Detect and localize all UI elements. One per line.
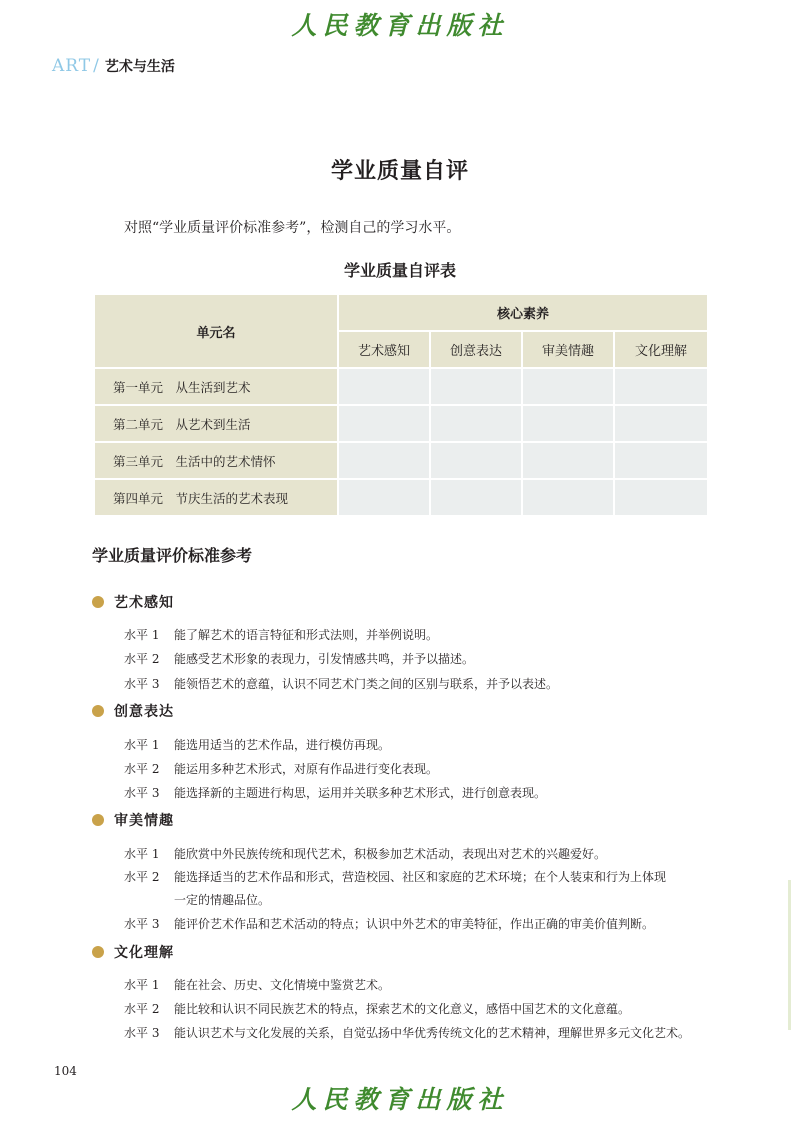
unit-name-cell: 第四单元 节庆生活的艺术表现 bbox=[94, 479, 338, 516]
bullet-dot-icon bbox=[92, 814, 104, 826]
level-text: 能感受艺术形象的表现力，引发情感共鸣，并予以描述。 bbox=[174, 652, 475, 666]
rating-cell[interactable] bbox=[614, 442, 708, 479]
unit-name-cell: 第一单元 从生活到艺术 bbox=[94, 368, 338, 405]
level-line bbox=[124, 626, 438, 643]
level-text: 能认识艺术与文化发展的关系，自觉弘扬中华优秀传统文化的艺术精神，理解世界多元文化艺术。 bbox=[174, 1026, 691, 1040]
header-slash: / bbox=[93, 56, 99, 76]
level-label: 水平 2 bbox=[124, 870, 160, 884]
criterion-heading bbox=[92, 810, 174, 830]
criterion-label: 艺术感知 bbox=[114, 595, 174, 611]
rating-cell[interactable] bbox=[614, 405, 708, 442]
rating-cell[interactable] bbox=[614, 479, 708, 516]
level-text: 能了解艺术的语言特征和形式法则，并举例说明。 bbox=[174, 628, 439, 642]
unit-name-cell: 第二单元 从艺术到生活 bbox=[94, 405, 338, 442]
table-row bbox=[94, 479, 708, 516]
criterion-label: 审美情趣 bbox=[114, 813, 174, 829]
level-text: 能选择适当的艺术作品和形式，营造校园、社区和家庭的艺术环境；在个人装束和行为上体现 bbox=[174, 870, 667, 884]
level-label: 水平 1 bbox=[124, 847, 160, 861]
criterion-label: 创意表达 bbox=[114, 704, 174, 720]
level-label: 水平 2 bbox=[124, 762, 160, 776]
level-label: 水平 3 bbox=[124, 677, 160, 691]
level-line bbox=[124, 845, 606, 862]
unit-name-header: 单元名 bbox=[94, 294, 338, 368]
table-row bbox=[94, 442, 708, 479]
level-line bbox=[124, 1024, 690, 1041]
rating-cell[interactable] bbox=[338, 442, 430, 479]
level-text: 能欣赏中外民族传统和现代艺术，积极参加艺术活动，表现出对艺术的兴趣爱好。 bbox=[174, 847, 607, 861]
level-label: 水平 3 bbox=[124, 917, 160, 931]
level-line bbox=[124, 868, 666, 885]
header-art: ART bbox=[52, 56, 92, 76]
criterion-heading bbox=[92, 592, 174, 612]
level-text: 能领悟艺术的意蕴，认识不同艺术门类之间的区别与联系，并予以表述。 bbox=[174, 677, 559, 691]
level-text-continuation: 一定的情趣品位。 bbox=[174, 893, 271, 907]
running-header bbox=[52, 56, 175, 76]
level-line bbox=[124, 976, 390, 993]
page-edge-decoration bbox=[788, 880, 791, 1030]
header-book-title: 艺术与生活 bbox=[104, 59, 175, 75]
criterion-heading bbox=[92, 701, 174, 721]
table-row bbox=[94, 405, 708, 442]
criterion-label: 文化理解 bbox=[114, 945, 174, 961]
unit-name-cell: 第三单元 生活中的艺术情怀 bbox=[94, 442, 338, 479]
level-line bbox=[124, 915, 654, 932]
level-label: 水平 2 bbox=[124, 1002, 160, 1016]
level-line bbox=[124, 650, 474, 667]
bullet-dot-icon bbox=[92, 596, 104, 608]
level-text: 能选用适当的艺术作品，进行模仿再现。 bbox=[174, 738, 391, 752]
column-header: 文化理解 bbox=[614, 331, 708, 368]
level-label: 水平 2 bbox=[124, 652, 160, 666]
level-label: 水平 3 bbox=[124, 1026, 160, 1040]
level-text: 能在社会、历史、文化情境中鉴赏艺术。 bbox=[174, 978, 391, 992]
level-line bbox=[124, 760, 438, 777]
level-line bbox=[124, 784, 546, 801]
column-header: 创意表达 bbox=[430, 331, 522, 368]
rating-cell[interactable] bbox=[522, 442, 614, 479]
publisher-logo-top: 人民教育出版社 bbox=[291, 11, 509, 40]
page-title: 学业质量自评 bbox=[330, 158, 469, 184]
rating-cell[interactable] bbox=[338, 368, 430, 405]
rating-cell[interactable] bbox=[522, 479, 614, 516]
rating-cell[interactable] bbox=[430, 479, 522, 516]
level-label: 水平 3 bbox=[124, 786, 160, 800]
rating-cell[interactable] bbox=[430, 405, 522, 442]
column-header: 审美情趣 bbox=[522, 331, 614, 368]
column-header: 艺术感知 bbox=[338, 331, 430, 368]
level-label: 水平 1 bbox=[124, 978, 160, 992]
level-text: 能选择新的主题进行构思，运用并关联多种艺术形式，进行创意表现。 bbox=[174, 786, 547, 800]
page-number: 104 bbox=[54, 1064, 77, 1078]
rating-cell[interactable] bbox=[338, 405, 430, 442]
self-evaluation-table bbox=[93, 293, 709, 517]
rating-cell[interactable] bbox=[614, 368, 708, 405]
level-line bbox=[124, 1000, 630, 1017]
table-row bbox=[94, 368, 708, 405]
level-text: 能比较和认识不同民族艺术的特点，探索艺术的文化意义，感悟中国艺术的文化意蕴。 bbox=[174, 1002, 631, 1016]
level-text: 能评价艺术作品和艺术活动的特点；认识中外艺术的审美特征，作出正确的审美价值判断。 bbox=[174, 917, 655, 931]
rating-cell[interactable] bbox=[522, 405, 614, 442]
core-literacy-header: 核心素养 bbox=[338, 294, 708, 331]
intro-text: 对照“学业质量评价标准参考”，检测自己的学习水平。 bbox=[124, 220, 461, 236]
criterion-heading bbox=[92, 942, 174, 962]
standards-heading: 学业质量评价标准参考 bbox=[92, 546, 253, 565]
level-text: 能运用多种艺术形式，对原有作品进行变化表现。 bbox=[174, 762, 439, 776]
rating-cell[interactable] bbox=[522, 368, 614, 405]
level-label: 水平 1 bbox=[124, 738, 160, 752]
level-label: 水平 1 bbox=[124, 628, 160, 642]
publisher-logo-bottom: 人民教育出版社 bbox=[291, 1085, 509, 1114]
rating-cell[interactable] bbox=[338, 479, 430, 516]
table-title: 学业质量自评表 bbox=[343, 261, 456, 280]
bullet-dot-icon bbox=[92, 946, 104, 958]
level-line bbox=[124, 736, 390, 753]
rating-cell[interactable] bbox=[430, 442, 522, 479]
bullet-dot-icon bbox=[92, 705, 104, 717]
level-line bbox=[124, 675, 558, 692]
rating-cell[interactable] bbox=[430, 368, 522, 405]
